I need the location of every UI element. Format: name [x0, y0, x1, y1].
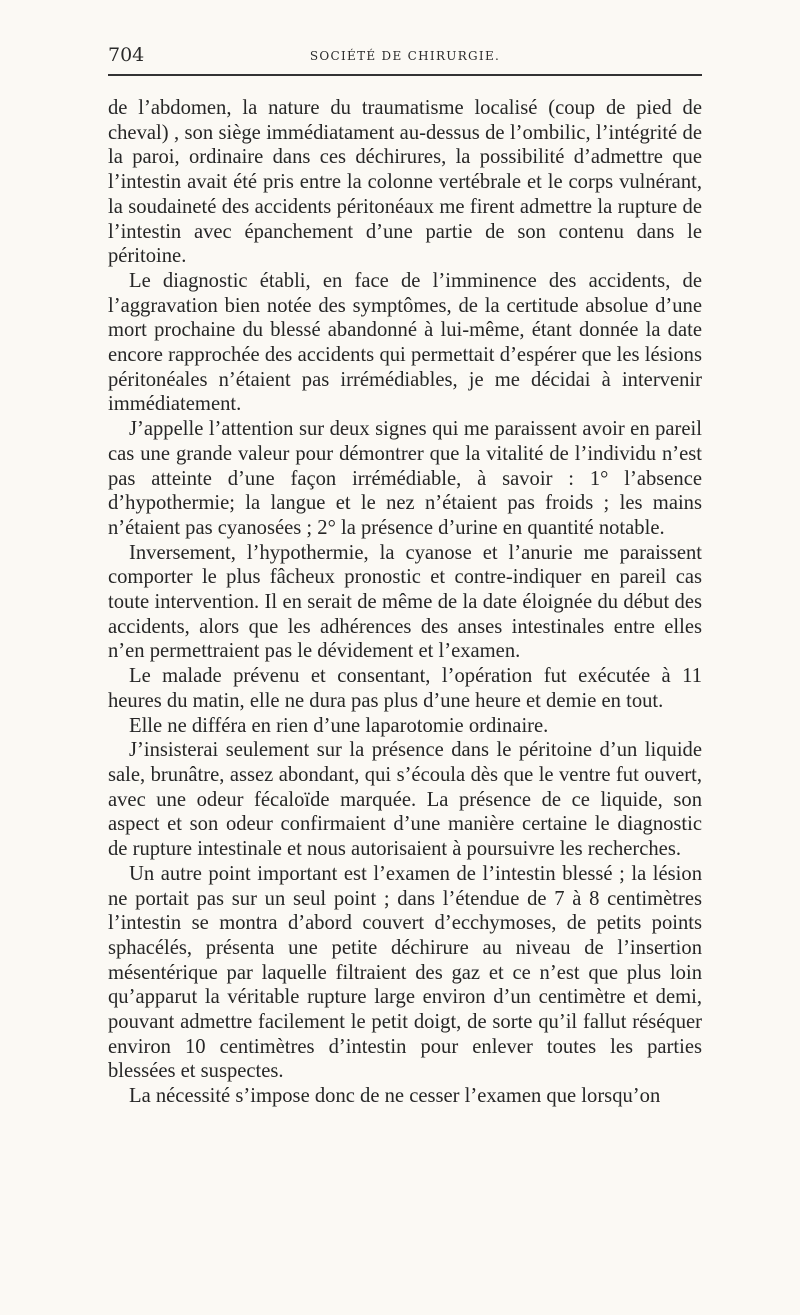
paragraph-2: Le diagnostic établi, en face de l’imminence des accidents, de l’aggravation bien notée des symptômes, de la certitude absolue d’une mort prochaine du blessé abandonné à lui-même, étant donnée la date encore rapprochée des accidents qui permettait d’espérer que les lésions péritonéales n’étaient pas irrémédiables, je me décidai à intervenir immédiatement. [108, 269, 702, 416]
running-head: SOCIÉTÉ DE CHIRURGIE. [309, 49, 501, 63]
paragraph-6: Elle ne différa en rien d’une laparotomie ordinaire. [129, 714, 549, 737]
paragraph-5: Le malade prévenu et consentant, l’opération fut exécutée à 11 heures du matin, elle ne dura pas plus d’une heure et demie en tout. [108, 665, 702, 712]
body-text [108, 96, 702, 1109]
header-rule [108, 74, 702, 76]
page-number: 704 [108, 44, 145, 66]
paragraph-4: Inversement, l’hypothermie, la cyanose et l’anurie me paraissent comporter le plus fâcheux pronostic et contre-indiquer en pareil cas toute intervention. Il en serait de même de la date éloignée du début des accidents, alors que les adhérences des anses intestinales entre elles n’en permettraient pas le dévidement et l’examen. [108, 541, 702, 663]
page-header [108, 44, 702, 70]
paragraph-7: J’insisterai seulement sur la présence dans le péritoine d’un liquide sale, brunâtre, assez abondant, qui s’écoula dès que le ventre fut ouvert, avec une odeur fécaloïde marquée. La présence de ce liquide, son aspect et son odeur confirmaient d’une manière certaine le diagnostic de rupture intestinale et nous autorisaient à poursuivre les recherches. [108, 739, 702, 861]
paragraph-9: La nécessité s’impose donc de ne cesser l’examen que lorsqu’on [129, 1085, 661, 1108]
paragraph-1: de l’abdomen, la nature du traumatisme localisé (coup de pied de cheval) , son siège immédiatament au-dessus de l’ombilic, l’intégrité de la paroi, ordinaire dans ces déchirures, la possibilité d’admettre que l’intestin avait été pris entre la colonne vertébrale et le corps vulnérant, la soudaineté des accidents péritonéaux me firent admettre la rupture de l’intestin avec épanchement d’une partie de son contenu dans le péritoine. [108, 97, 702, 268]
paragraph-3: J’appelle l’attention sur deux signes qui me paraissent avoir en pareil cas une grande valeur pour démontrer que la vitalité de l’individu n’est pas atteinte d’une façon irrémédiable, à savoir : 1° l’absence d’hypothermie; la langue et le nez n’étaient pas froids ; les mains n’étaient pas cyanosées ; 2° la présence d’urine en quantité notable. [108, 418, 702, 539]
paragraph-8: Un autre point important est l’examen de l’intestin blessé ; la lésion ne portait pas sur un seul point ; dans l’étendue de 7 à 8 centimètres l’intestin se montra d’abord couvert d’ecchymoses, de petits points sphacélés, présenta une petite déchirure au niveau de l’insertion mésentérique par laquelle filtraient des gaz et ce n’est que plus loin qu’apparut la véritable rupture large environ d’un centimètre et demi, pouvant admettre facilement le petit doigt, de sorte qu’il fallut réséquer environ 10 centimètres d’intestin pour enlever toutes les parties blessées et suspectes. [108, 862, 702, 1083]
